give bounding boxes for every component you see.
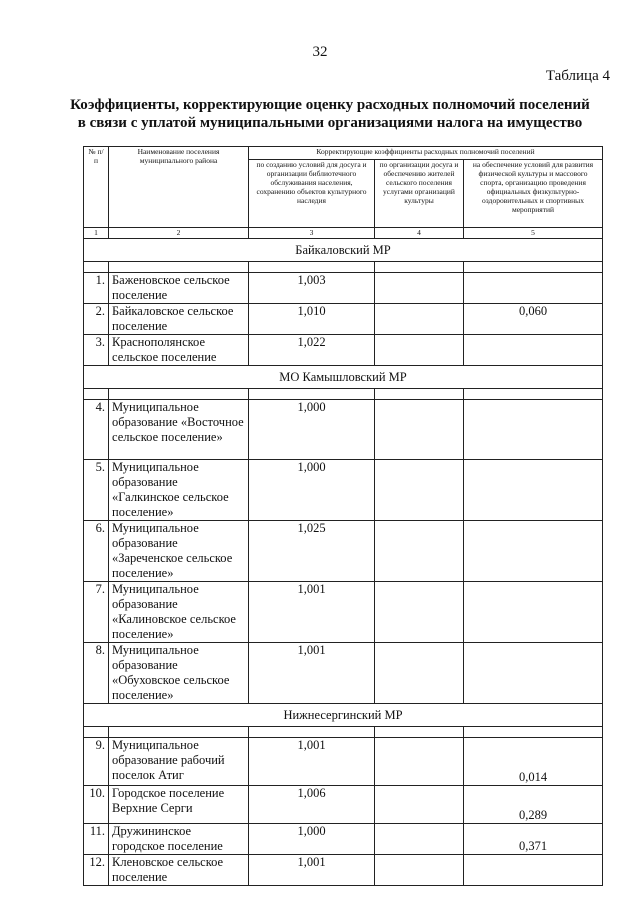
spacer-cell [109,389,249,400]
coefficient-col5 [464,460,603,521]
settlement-name: Муниципальное образование «Обуховское сельское поселение» [109,643,249,704]
table-row [84,786,603,824]
coefficient-col3: 1,001 [249,738,375,786]
coefficient-col4 [375,738,464,786]
section-header-row [84,239,603,262]
table-row [84,738,603,786]
spacer-cell [464,389,603,400]
settlement-name: Муниципальное образование «Зареченское сельское поселение» [109,521,249,582]
section-header-row [84,366,603,389]
settlement-name: Городское поселение Верхние Серги [109,786,249,824]
spacer-cell [249,727,375,738]
coefficient-col3: 1,010 [249,304,375,335]
row-number: 4. [84,400,109,460]
spacer-cell [249,389,375,400]
row-number: 3. [84,335,109,366]
header-col5: на обеспечение условий для развития физической культуры и массового спорта, организацию проведения официальных физкультурно-оздоровительных и спортивных мероприятий [464,160,603,228]
coefficient-col4 [375,273,464,304]
row-number: 5. [84,460,109,521]
row-number: 2. [84,304,109,335]
row-number: 9. [84,738,109,786]
table-row [84,824,603,855]
coefficient-col3: 1,001 [249,855,375,886]
coefficient-col5 [464,273,603,304]
settlement-name: Муниципальное образование «Калиновское сельское поселение» [109,582,249,643]
coefficient-col4 [375,855,464,886]
row-number: 11. [84,824,109,855]
section-title: Нижнесергинский МР [84,704,603,727]
settlement-name: Дружининское городское поселение [109,824,249,855]
coefficient-col5 [464,521,603,582]
table-row [84,400,603,460]
column-number: 3 [249,228,375,239]
spacer-cell [84,727,109,738]
column-number: 5 [464,228,603,239]
coefficient-col4 [375,582,464,643]
settlement-name: Муниципальное образование «Восточное сельское поселение» [109,400,249,460]
spacer-cell [84,389,109,400]
table-row [84,460,603,521]
spacer-cell [375,389,464,400]
section-header-row [84,704,603,727]
coefficient-col3: 1,001 [249,582,375,643]
settlement-name: Муниципальное образование «Галкинское сельское поселение» [109,460,249,521]
table-row [84,273,603,304]
spacer-cell [464,727,603,738]
row-number: 10. [84,786,109,824]
coefficients-table [83,146,603,886]
row-number: 7. [84,582,109,643]
section-title: Байкаловский МР [84,239,603,262]
header-col3: по созданию условий для досуга и организации библиотечного обслуживания населения, сохранению объектов культурного наследия [249,160,375,228]
settlement-name: Баженовское сельское поселение [109,273,249,304]
title-line-1: Коэффициенты, корректирующие оценку расходных полномочий поселений [70,97,590,113]
column-number-row [84,228,603,239]
coefficient-col5 [464,400,603,460]
spacer-row [84,389,603,400]
spacer-cell [375,727,464,738]
table-row [84,521,603,582]
row-number: 6. [84,521,109,582]
column-number: 1 [84,228,109,239]
spacer-row [84,262,603,273]
row-number: 8. [84,643,109,704]
coefficient-col4 [375,304,464,335]
column-number: 4 [375,228,464,239]
settlement-name: Байкаловское сельское поселение [109,304,249,335]
spacer-cell [109,727,249,738]
coefficient-col3: 1,006 [249,786,375,824]
table-row [84,643,603,704]
column-number: 2 [109,228,249,239]
coefficient-col5: 0,014 [464,738,603,786]
spacer-row [84,727,603,738]
settlement-name: Кленовское сельское поселение [109,855,249,886]
table-label: Таблица 4 [545,68,610,84]
document-title [60,96,600,132]
coefficient-col4 [375,643,464,704]
coefficient-col3: 1,025 [249,521,375,582]
coefficient-col5 [464,643,603,704]
title-line-2: в связи с уплатой муниципальными организациями налога на имущество [77,115,583,131]
header-row-main [84,147,603,160]
spacer-cell [84,262,109,273]
spacer-cell [375,262,464,273]
row-number: 12. [84,855,109,886]
header-group: Корректирующие коэффициенты расходных полномочий поселений [249,147,603,160]
table-row [84,855,603,886]
header-col4: по организации досуга и обеспечению жителей сельского поселения услугами организаций культуры [375,160,464,228]
coefficient-col4 [375,786,464,824]
coefficient-col4 [375,400,464,460]
spacer-cell [249,262,375,273]
coefficient-col5 [464,335,603,366]
coefficient-col3: 1,000 [249,460,375,521]
settlement-name: Краснополянское сельское поселение [109,335,249,366]
section-title: МО Камышловский МР [84,366,603,389]
coefficient-col5: 0,060 [464,304,603,335]
table-body [84,147,603,886]
coefficient-col4 [375,824,464,855]
header-name: Наименование поселения муниципального района [109,147,249,228]
coefficient-col5 [464,855,603,886]
coefficient-col3: 1,003 [249,273,375,304]
coefficient-col3: 1,022 [249,335,375,366]
coefficient-col5: 0,371 [464,824,603,855]
page-number: 32 [312,44,328,60]
coefficient-col4 [375,460,464,521]
table-row [84,582,603,643]
coefficient-col3: 1,001 [249,643,375,704]
settlement-name: Муниципальное образование рабочий поселок Атиг [109,738,249,786]
table-row [84,335,603,366]
row-number: 1. [84,273,109,304]
coefficient-col4 [375,335,464,366]
header-num: № п/п [84,147,109,228]
spacer-cell [464,262,603,273]
table-row [84,304,603,335]
coefficient-col4 [375,521,464,582]
coefficient-col5: 0,289 [464,786,603,824]
spacer-cell [109,262,249,273]
coefficient-col5 [464,582,603,643]
coefficient-col3: 1,000 [249,824,375,855]
coefficient-col3: 1,000 [249,400,375,460]
